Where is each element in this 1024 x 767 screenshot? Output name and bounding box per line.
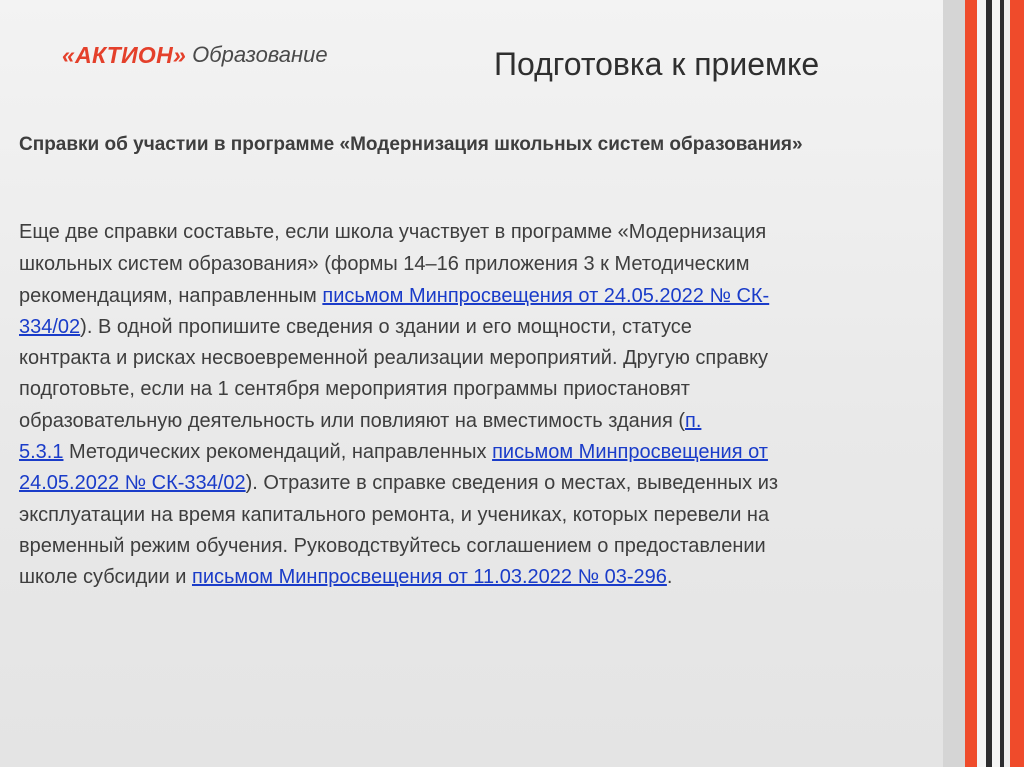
body-text: образовательную деятельность или повлияют на вместимость здания ( bbox=[19, 410, 686, 432]
clause-link[interactable]: п. bbox=[685, 410, 702, 432]
decorative-stripe bbox=[965, 0, 977, 767]
letter-link-3[interactable]: письмом Минпросвещения от 11.03.2022 № 03-296 bbox=[191, 566, 667, 588]
body-line bbox=[19, 533, 766, 559]
body-line bbox=[19, 283, 769, 309]
body-text: контракта и рисках несвоевременной реализации мероприятий. Другую справку bbox=[19, 347, 769, 369]
decorative-stripe bbox=[992, 0, 1000, 767]
body-line bbox=[19, 314, 692, 340]
section-heading: Справки об участии в программе «Модернизация школьных систем образования» bbox=[19, 134, 803, 155]
body-text: . bbox=[666, 566, 673, 588]
body-line bbox=[19, 470, 778, 496]
aktion-logo bbox=[62, 40, 328, 70]
body-line bbox=[19, 219, 766, 245]
body-line bbox=[19, 376, 690, 402]
letter-link-2[interactable]: письмом Минпросвещения от bbox=[492, 441, 768, 463]
body-line bbox=[19, 439, 768, 465]
body-text: школьных систем образования» (формы 14–16 приложения 3 к Методическим bbox=[19, 253, 750, 275]
body-text: эксплуатации на время капитального ремонта, и учениках, которых перевели на bbox=[19, 504, 770, 526]
body-text: рекомендациям, направленным bbox=[19, 285, 323, 307]
body-text: Еще две справки составьте, если школа участвует в программе «Модернизация bbox=[19, 221, 767, 243]
letter-link-1[interactable]: письмом Минпросвещения от 24.05.2022 № СК- bbox=[322, 285, 770, 307]
letter-link-2-cont[interactable]: 24.05.2022 № СК-334/02 bbox=[19, 472, 246, 494]
body-line bbox=[19, 502, 769, 528]
body-line bbox=[19, 251, 749, 277]
body-text: подготовьте, если на 1 сентября мероприятия программы приостановят bbox=[19, 378, 690, 400]
decorative-stripe bbox=[977, 0, 986, 767]
logo-brand: «АКТИОН» bbox=[62, 41, 187, 68]
body-text: временный режим обучения. Руководствуйтесь соглашением о предоставлении bbox=[19, 535, 766, 557]
letter-link-1-cont[interactable]: 334/02 bbox=[19, 316, 81, 338]
body-text: школе субсидии и bbox=[19, 566, 192, 588]
clause-link-cont[interactable]: 5.3.1 bbox=[19, 441, 64, 463]
body-text: Методических рекомендаций, направленных bbox=[63, 441, 493, 463]
logo-word: Образование bbox=[192, 42, 328, 67]
slide-title: Подготовка к приемке bbox=[494, 46, 820, 82]
body-text: ). Отразите в справке сведения о местах, выведенных из bbox=[245, 472, 779, 494]
body-text: ). В одной пропишите сведения о здании и его мощности, статусе bbox=[80, 316, 692, 338]
decorative-stripe bbox=[1010, 0, 1024, 767]
body-line bbox=[19, 408, 701, 434]
body-line bbox=[19, 564, 672, 590]
body-line bbox=[19, 345, 768, 371]
decorative-stripe bbox=[943, 0, 965, 767]
